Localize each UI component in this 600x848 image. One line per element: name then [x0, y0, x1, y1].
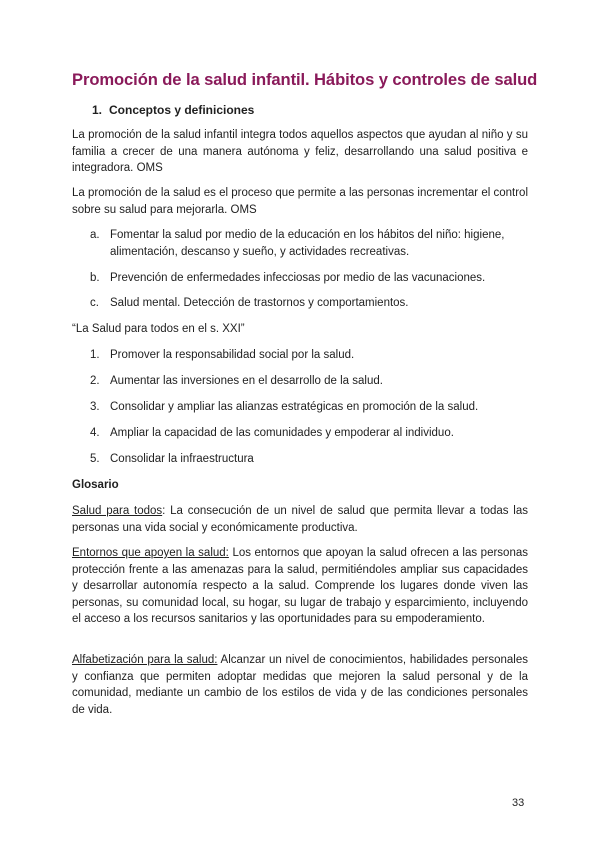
numbered-list-item — [90, 347, 528, 364]
quote-line: “La Salud para todos en el s. XXI” — [72, 323, 245, 335]
list-item-text: Promover la responsabilidad social por la salud. — [110, 349, 355, 361]
paragraph-1: La promoción de la salud infantil integra todos aquellos aspectos que ayudan al niño y su familia a crecer de una manera autónoma y feliz, desarrollando una salud positiva e integradora. OMS — [72, 129, 528, 174]
numbered-list-item — [90, 425, 528, 442]
glossary-entry — [72, 503, 528, 536]
glossary-separator: : — [162, 505, 166, 517]
list-marker: b. — [90, 272, 100, 284]
glossary-term: Salud para todos — [72, 505, 163, 517]
list-marker: c. — [90, 297, 99, 309]
glossary-heading: Glosario — [72, 479, 119, 491]
list-item-text: Consolidar la infraestructura — [110, 453, 254, 465]
list-marker: 4. — [90, 427, 100, 439]
numbered-list-item — [90, 451, 528, 468]
glossary-entry — [72, 652, 528, 718]
page-title: Promoción de la salud infantil. Hábitos y controles de salud — [72, 70, 538, 89]
glossary-term: Entornos que apoyen la salud: — [72, 547, 229, 559]
glossary-term: Alfabetización para la salud: — [72, 654, 218, 666]
page-number: 33 — [512, 797, 525, 809]
glossary-definition: La consecución de un nivel de salud que permita llevar a todas las personas una vida social y económicamente productiva. — [72, 505, 528, 534]
list-marker: 2. — [90, 375, 100, 387]
list-item-text: Fomentar la salud por medio de la educación en los hábitos del niño: higiene, alimentación, descanso y sueño, y actividades recreativas. — [110, 229, 505, 258]
list-item-text: Consolidar y ampliar las alianzas estratégicas en promoción de la salud. — [110, 401, 479, 413]
list-item-text: Ampliar la capacidad de las comunidades y empoderar al individuo. — [110, 427, 454, 439]
lettered-list-item — [90, 227, 528, 260]
glossary-definition: Los entornos que apoyan la salud ofrecen a las personas protección frente a las amenazas para la salud, permitiéndoles ampliar sus capacidades y desarrollar autonomía respecto a la salud. Comprende los lugares donde viven las personas, su comunidad local, su hogar, su lugar de trabajo y esparcimiento, incluyendo el acceso a los recursos sanitarios y las oportunidades para su empoderamiento. — [72, 547, 528, 625]
numbered-list-item — [90, 399, 528, 416]
lettered-list-item — [90, 270, 528, 287]
paragraph-2: La promoción de la salud es el proceso que permite a las personas incrementar el control sobre su salud para mejorarla. OMS — [72, 187, 528, 216]
numbered-list-item — [90, 373, 528, 390]
glossary-definition: Alcanzar un nivel de conocimientos, habilidades personales y confianza que permiten adoptar medidas que mejoren la salud personal y de la comunidad, mediante un cambio de los estilos de vida y de las condiciones personales de vida. — [72, 654, 529, 716]
lettered-list-item — [90, 295, 528, 312]
list-marker: 3. — [90, 401, 100, 413]
list-item-text: Prevención de enfermedades infecciosas por medio de las vacunaciones. — [110, 272, 486, 284]
section-heading — [92, 103, 254, 117]
list-marker: 1. — [90, 349, 100, 361]
list-marker: 5. — [90, 453, 100, 465]
section-number: 1. — [92, 103, 103, 117]
list-item-text: Salud mental. Detección de trastornos y comportamientos. — [110, 297, 409, 309]
section-heading-text: Conceptos y definiciones — [109, 103, 255, 117]
glossary-entry — [72, 545, 528, 628]
list-marker: a. — [90, 229, 100, 241]
list-item-text: Aumentar las inversiones en el desarrollo de la salud. — [110, 375, 383, 387]
